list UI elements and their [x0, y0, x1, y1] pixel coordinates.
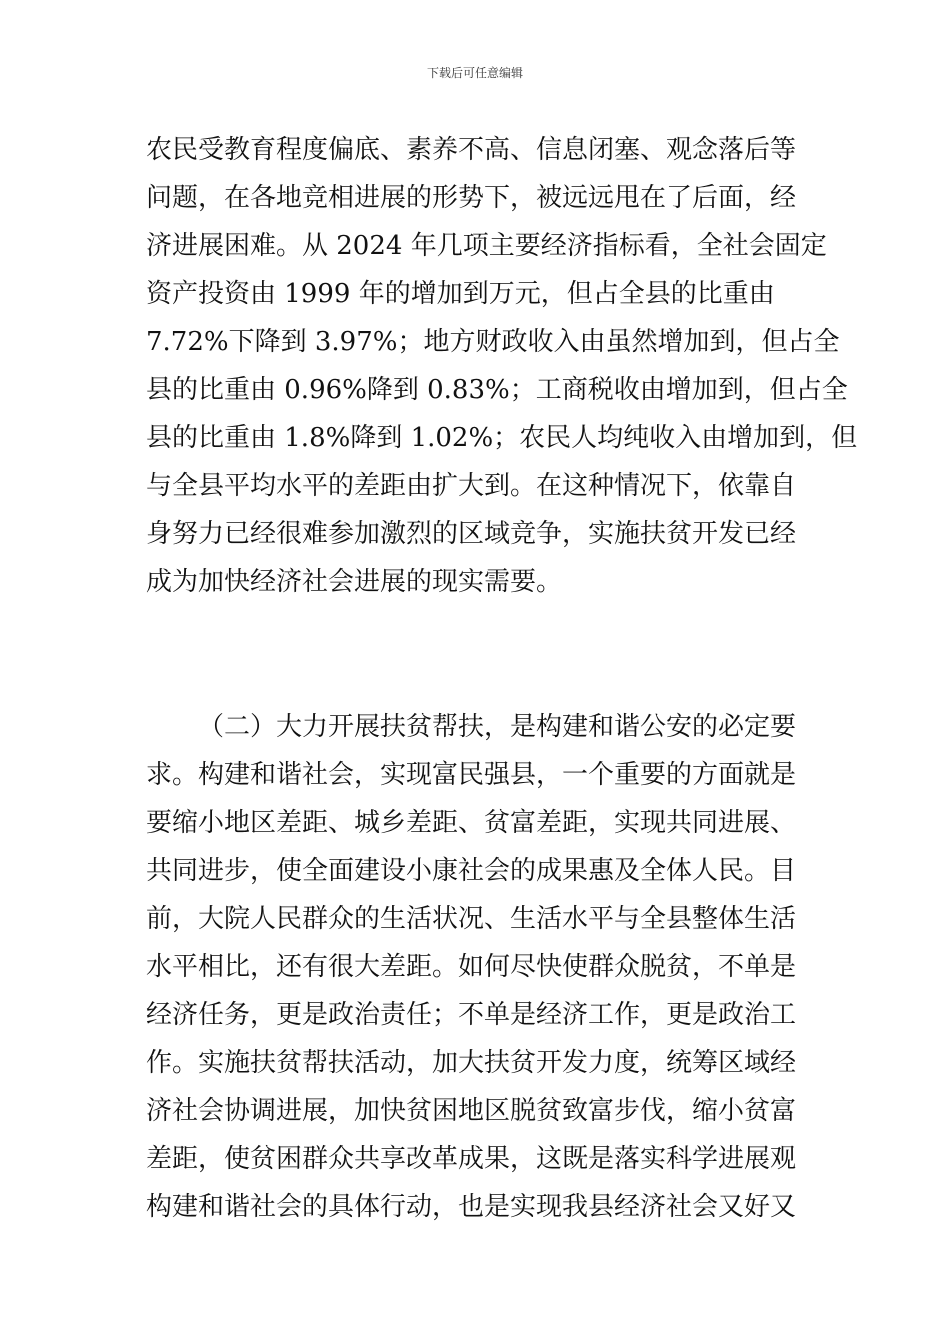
- text-line: 资产投资由 1999 年的增加到万元，但占全县的比重由: [146, 279, 775, 309]
- text-line: （二）大力开展扶贫帮扶，是构建和谐公安的必定要: [198, 712, 797, 742]
- document-body: [146, 126, 858, 1231]
- text-line: 身努力已经很难参加激烈的区域竞争，实施扶贫开发已经: [146, 519, 797, 549]
- text-line: 要缩小地区差距、城乡差距、贫富差距，实现共同进展、: [146, 808, 797, 838]
- text-line: 成为加快经济社会进展的现实需要。: [146, 567, 563, 597]
- text-line: 县的比重由 0.96%降到 0.83%；工商税收由增加到，但占全: [146, 375, 848, 405]
- text-line: 求。构建和谐社会，实现富民强县，一个重要的方面就是: [146, 760, 797, 790]
- text-line: 共同进步，使全面建设小康社会的成果惠及全体人民。目: [146, 856, 797, 886]
- paragraph-spacer: [146, 606, 816, 703]
- paragraph-2: [146, 703, 816, 1231]
- page-header: 下载后可任意编辑: [426, 66, 523, 80]
- text-line: 与全县平均水平的差距由扩大到。在这种情况下，依靠自: [146, 471, 797, 501]
- text-line: 县的比重由 1.8%降到 1.02%；农民人均纯收入由增加到，但: [146, 423, 858, 453]
- text-line: 水平相比，还有很大差距。如何尽快使群众脱贫，不单是: [146, 952, 797, 982]
- text-line: 差距，使贫困群众共享改革成果，这既是落实科学进展观: [146, 1144, 797, 1174]
- text-line: 7.72%下降到 3.97%；地方财政收入由虽然增加到，但占全: [146, 327, 840, 357]
- text-line: 前，大院人民群众的生活状况、生活水平与全县整体生活: [146, 904, 797, 934]
- text-line: 经济任务，更是政治责任；不单是经济工作，更是政治工: [146, 1000, 797, 1030]
- text-line: 农民受教育程度偏底、素养不高、信息闭塞、观念落后等: [146, 135, 797, 165]
- text-line: 问题，在各地竞相进展的形势下，被远远甩在了后面，经: [146, 183, 797, 213]
- text-line: 济社会协调进展，加快贫困地区脱贫致富步伐，缩小贫富: [146, 1096, 797, 1126]
- text-line: 济进展困难。从 2024 年几项主要经济指标看，全社会固定: [146, 231, 827, 261]
- paragraph-1: [146, 126, 858, 606]
- text-line: 构建和谐社会的具体行动，也是实现我县经济社会又好又: [146, 1192, 797, 1222]
- text-line: 作。实施扶贫帮扶活动，加大扶贫开发力度，统筹区域经: [146, 1048, 797, 1078]
